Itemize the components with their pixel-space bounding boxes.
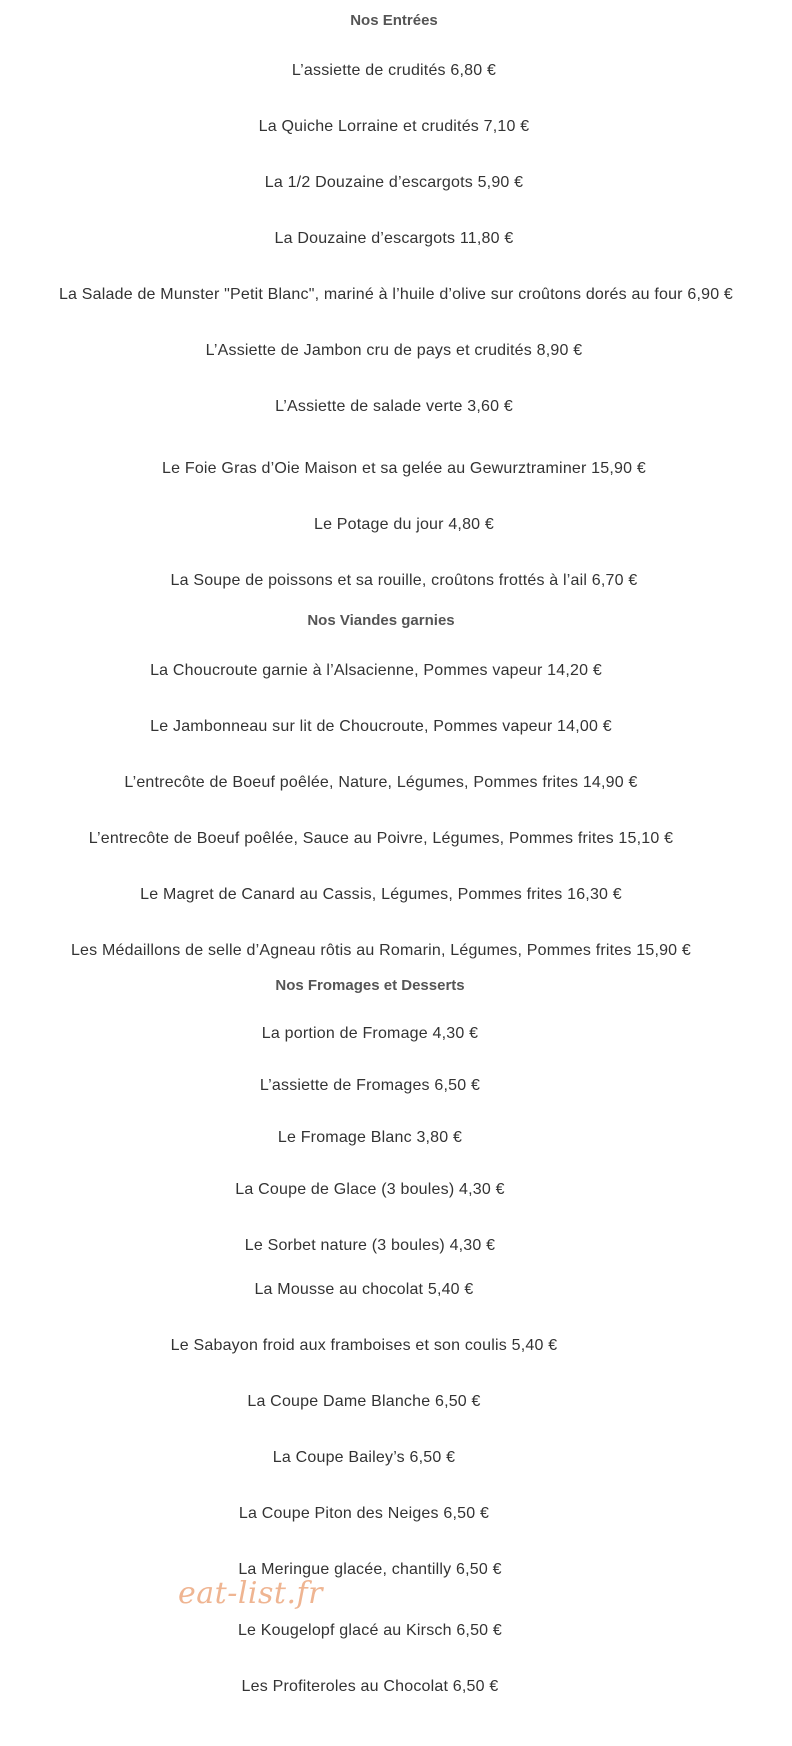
menu-item: La portion de Fromage 4,30 € <box>261 1025 479 1042</box>
menu-item: La Quiche Lorraine et crudités 7,10 € <box>258 118 530 135</box>
menu-item: La Douzaine d’escargots 11,80 € <box>274 230 514 247</box>
menu-item: Le Kougelopf glacé au Kirsch 6,50 € <box>237 1622 503 1639</box>
menu-item: L’Assiette de Jambon cru de pays et crudités 8,90 € <box>205 342 583 359</box>
section-title-viandes: Nos Viandes garnies <box>307 612 455 629</box>
menu-item: La Mousse au chocolat 5,40 € <box>254 1281 474 1298</box>
menu-item: La Coupe Dame Blanche 6,50 € <box>247 1393 481 1410</box>
menu-item: Le Sorbet nature (3 boules) 4,30 € <box>244 1237 496 1254</box>
menu-item: Le Fromage Blanc 3,80 € <box>277 1129 463 1146</box>
menu-item: Le Sabayon froid aux framboises et son coulis 5,40 € <box>170 1337 558 1354</box>
watermark-logo: eat-list.fr <box>178 1576 323 1611</box>
menu-item: Les Médaillons de selle d’Agneau rôtis au Romarin, Légumes, Pommes frites 15,90 € <box>70 942 692 959</box>
menu-item: Le Foie Gras d’Oie Maison et sa gelée au Gewurztraminer 15,90 € <box>162 460 646 477</box>
menu-item: Le Magret de Canard au Cassis, Légumes, Pommes frites 16,30 € <box>140 886 622 903</box>
menu-item: La Coupe Bailey’s 6,50 € <box>272 1449 456 1466</box>
menu-item: La Soupe de poissons et sa rouille, croûtons frottés à l’ail 6,70 € <box>170 572 638 589</box>
menu-item: Le Jambonneau sur lit de Choucroute, Pommes vapeur 14,00 € <box>150 718 612 735</box>
menu-item: La Choucroute garnie à l’Alsacienne, Pommes vapeur 14,20 € <box>150 662 602 679</box>
menu-item: La Salade de Munster "Petit Blanc", mariné à l’huile d’olive sur croûtons dorés au four 6,90 € <box>58 286 734 303</box>
menu-item: L’assiette de crudités 6,80 € <box>291 62 497 79</box>
menu-item: L’assiette de Fromages 6,50 € <box>259 1077 481 1094</box>
menu-item: L’entrecôte de Boeuf poêlée, Sauce au Poivre, Légumes, Pommes frites 15,10 € <box>88 830 674 847</box>
menu-item: Les Profiteroles au Chocolat 6,50 € <box>241 1678 499 1695</box>
menu-item: La 1/2 Douzaine d’escargots 5,90 € <box>264 174 524 191</box>
menu-item: La Coupe Piton des Neiges 6,50 € <box>238 1505 490 1522</box>
menu-item: L’entrecôte de Boeuf poêlée, Nature, Légumes, Pommes frites 14,90 € <box>124 774 638 791</box>
menu-item: La Coupe de Glace (3 boules) 4,30 € <box>235 1181 505 1198</box>
menu-item: Le Potage du jour 4,80 € <box>313 516 495 533</box>
section-title-entrees: Nos Entrées <box>350 12 438 29</box>
section-title-fromages-desserts: Nos Fromages et Desserts <box>275 977 465 994</box>
menu-item: L’Assiette de salade verte 3,60 € <box>275 398 513 415</box>
menu-item: La Meringue glacée, chantilly 6,50 € <box>238 1561 502 1578</box>
